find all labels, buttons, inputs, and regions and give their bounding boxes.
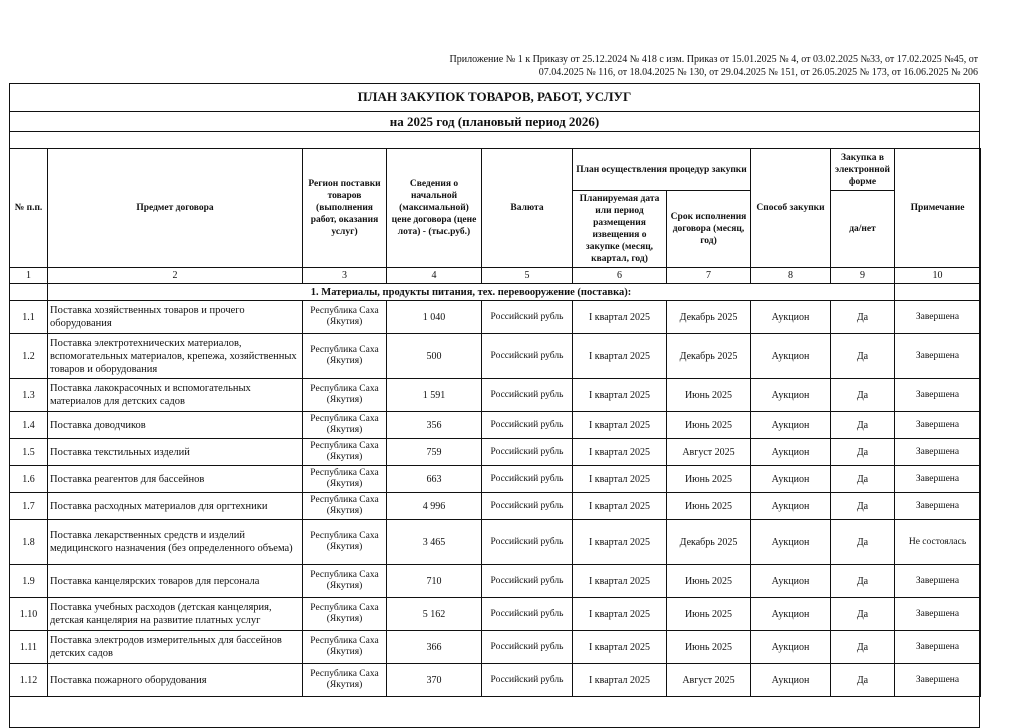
row-planned-date: I квартал 2025: [573, 466, 667, 493]
row-method: Аукцион: [751, 520, 831, 565]
appendix-line-2: 07.04.2025 № 116, от 18.04.2025 № 130, от 29.04.2025 № 151, от 26.05.2025 № 173, от 16.06.2025 № 206: [538, 67, 978, 78]
appendix-note: [338, 53, 978, 79]
column-number: 1: [10, 268, 48, 284]
table-row: [10, 466, 981, 493]
row-region: Республика Саха (Якутия): [303, 493, 387, 520]
header-spacer: [9, 132, 980, 149]
row-number: 1.1: [10, 301, 48, 334]
row-currency: Российский рубль: [482, 412, 573, 439]
row-term: Июнь 2025: [667, 466, 751, 493]
col-header-note: Примечание: [895, 149, 981, 268]
row-price: 370: [387, 664, 482, 697]
row-price: 759: [387, 439, 482, 466]
row-price: 5 162: [387, 598, 482, 631]
table-row: [10, 334, 981, 379]
row-note: Завершена: [895, 493, 981, 520]
col-header-num: № п.п.: [10, 149, 48, 268]
row-planned-date: I квартал 2025: [573, 631, 667, 664]
row-method: Аукцион: [751, 301, 831, 334]
column-number: 6: [573, 268, 667, 284]
row-currency: Российский рубль: [482, 631, 573, 664]
row-note: Завершена: [895, 631, 981, 664]
column-number: 2: [48, 268, 303, 284]
row-method: Аукцион: [751, 493, 831, 520]
row-number: 1.9: [10, 565, 48, 598]
row-electronic: Да: [831, 379, 895, 412]
row-currency: Российский рубль: [482, 334, 573, 379]
row-electronic: Да: [831, 412, 895, 439]
column-number-row: [10, 268, 981, 284]
page-title: ПЛАН ЗАКУПОК ТОВАРОВ, РАБОТ, УСЛУГ: [9, 83, 980, 112]
row-electronic: Да: [831, 598, 895, 631]
row-term: Июнь 2025: [667, 412, 751, 439]
row-note: Завершена: [895, 412, 981, 439]
page-subtitle: на 2025 год (плановый период 2026): [9, 112, 980, 132]
row-number: 1.10: [10, 598, 48, 631]
row-planned-date: I квартал 2025: [573, 565, 667, 598]
row-region: Республика Саха (Якутия): [303, 565, 387, 598]
table-row: [10, 565, 981, 598]
row-electronic: Да: [831, 664, 895, 697]
row-price: 1 591: [387, 379, 482, 412]
appendix-line-1: Приложение № 1 к Приказу от 25.12.2024 № 418 с изм. Приказ от 15.01.2025 № 4, от 03.02.2025 №33, от 17.02.2025 №45, от: [449, 54, 978, 65]
section-title: 1. Материалы, продукты питания, тех. перевооружение (поставка):: [48, 284, 895, 301]
row-currency: Российский рубль: [482, 466, 573, 493]
row-currency: Российский рубль: [482, 520, 573, 565]
col-header-electronic-sub: да/нет: [831, 191, 895, 268]
row-subject: Поставка электродов измерительных для бассейнов детских садов: [48, 631, 303, 664]
col-header-subject: Предмет договора: [48, 149, 303, 268]
row-subject: Поставка пожарного оборудования: [48, 664, 303, 697]
row-planned-date: I квартал 2025: [573, 334, 667, 379]
row-region: Республика Саха (Якутия): [303, 631, 387, 664]
row-planned-date: I квартал 2025: [573, 493, 667, 520]
col-header-method: Способ закупки: [751, 149, 831, 268]
row-currency: Российский рубль: [482, 565, 573, 598]
row-currency: Российский рубль: [482, 301, 573, 334]
table-row: [10, 664, 981, 697]
column-number: 9: [831, 268, 895, 284]
row-electronic: Да: [831, 466, 895, 493]
row-planned-date: I квартал 2025: [573, 412, 667, 439]
procurement-plan-table: [9, 148, 981, 697]
col-header-electronic-group: Закупка в электронной форме: [831, 149, 895, 191]
row-region: Республика Саха (Якутия): [303, 664, 387, 697]
row-subject: Поставка электротехнических материалов, вспомогательных материалов, крепежа, хозяйственных товаров и оборудования: [48, 334, 303, 379]
row-electronic: Да: [831, 439, 895, 466]
row-subject: Поставка текстильных изделий: [48, 439, 303, 466]
row-note: Завершена: [895, 466, 981, 493]
row-subject: Поставка канцелярских товаров для персонала: [48, 565, 303, 598]
row-currency: Российский рубль: [482, 598, 573, 631]
table-row: [10, 412, 981, 439]
row-planned-date: I квартал 2025: [573, 520, 667, 565]
row-subject: Поставка реагентов для бассейнов: [48, 466, 303, 493]
row-term: Июнь 2025: [667, 598, 751, 631]
row-currency: Российский рубль: [482, 493, 573, 520]
row-price: 4 996: [387, 493, 482, 520]
table-row: [10, 439, 981, 466]
table-row: [10, 520, 981, 565]
row-note: Завершена: [895, 334, 981, 379]
column-number: 3: [303, 268, 387, 284]
row-planned-date: I квартал 2025: [573, 379, 667, 412]
column-number: 5: [482, 268, 573, 284]
row-price: 500: [387, 334, 482, 379]
row-electronic: Да: [831, 493, 895, 520]
row-electronic: Да: [831, 334, 895, 379]
row-term: Июнь 2025: [667, 565, 751, 598]
row-price: 663: [387, 466, 482, 493]
column-number: 10: [895, 268, 981, 284]
row-electronic: Да: [831, 520, 895, 565]
row-term: Декабрь 2025: [667, 301, 751, 334]
row-method: Аукцион: [751, 565, 831, 598]
row-number: 1.4: [10, 412, 48, 439]
row-price: 366: [387, 631, 482, 664]
row-method: Аукцион: [751, 598, 831, 631]
row-region: Республика Саха (Якутия): [303, 412, 387, 439]
row-note: Завершена: [895, 664, 981, 697]
row-subject: Поставка расходных материалов для оргтехники: [48, 493, 303, 520]
row-currency: Российский рубль: [482, 664, 573, 697]
row-term: Июнь 2025: [667, 379, 751, 412]
col-header-price: Сведения о начальной (максимальной) цене договора (цене лота) - (тыс.руб.): [387, 149, 482, 268]
row-method: Аукцион: [751, 439, 831, 466]
row-note: Завершена: [895, 301, 981, 334]
row-planned-date: I квартал 2025: [573, 598, 667, 631]
col-header-planned-date: Планируемая дата или период размещения извещения о закупке (месяц, квартал, год): [573, 191, 667, 268]
row-method: Аукцион: [751, 631, 831, 664]
row-region: Республика Саха (Якутия): [303, 466, 387, 493]
row-number: 1.7: [10, 493, 48, 520]
row-planned-date: I квартал 2025: [573, 301, 667, 334]
row-number: 1.6: [10, 466, 48, 493]
row-note: Завершена: [895, 565, 981, 598]
row-electronic: Да: [831, 565, 895, 598]
row-number: 1.8: [10, 520, 48, 565]
col-header-plan-group: План осуществления процедур закупки: [573, 149, 751, 191]
row-term: Декабрь 2025: [667, 334, 751, 379]
row-number: 1.5: [10, 439, 48, 466]
row-electronic: Да: [831, 631, 895, 664]
row-currency: Российский рубль: [482, 439, 573, 466]
row-term: Август 2025: [667, 439, 751, 466]
row-planned-date: I квартал 2025: [573, 664, 667, 697]
row-note: Завершена: [895, 598, 981, 631]
row-region: Республика Саха (Якутия): [303, 439, 387, 466]
table-row: [10, 598, 981, 631]
row-subject: Поставка учебных расходов (детская канцелярия, детская канцелярия на развитие платных услуг: [48, 598, 303, 631]
table-row: [10, 631, 981, 664]
row-subject: Поставка лекарственных средств и изделий медицинского назначения (без определенного объема): [48, 520, 303, 565]
row-term: Июнь 2025: [667, 631, 751, 664]
row-price: 1 040: [387, 301, 482, 334]
row-planned-date: I квартал 2025: [573, 439, 667, 466]
row-number: 1.2: [10, 334, 48, 379]
col-header-term: Срок исполнения договора (месяц, год): [667, 191, 751, 268]
row-term: Август 2025: [667, 664, 751, 697]
row-number: 1.3: [10, 379, 48, 412]
row-region: Республика Саха (Якутия): [303, 301, 387, 334]
row-note: Завершена: [895, 379, 981, 412]
col-header-currency: Валюта: [482, 149, 573, 268]
column-number: 8: [751, 268, 831, 284]
row-price: 710: [387, 565, 482, 598]
row-number: 1.12: [10, 664, 48, 697]
table-row: [10, 493, 981, 520]
table-row: [10, 301, 981, 334]
row-method: Аукцион: [751, 466, 831, 493]
row-subject: Поставка доводчиков: [48, 412, 303, 439]
row-number: 1.11: [10, 631, 48, 664]
row-currency: Российский рубль: [482, 379, 573, 412]
table-row: [10, 379, 981, 412]
row-method: Аукцион: [751, 334, 831, 379]
row-region: Республика Саха (Якутия): [303, 334, 387, 379]
row-region: Республика Саха (Якутия): [303, 379, 387, 412]
column-number: 7: [667, 268, 751, 284]
row-method: Аукцион: [751, 379, 831, 412]
row-method: Аукцион: [751, 664, 831, 697]
row-subject: Поставка хозяйственных товаров и прочего оборудования: [48, 301, 303, 334]
row-subject: Поставка лакокрасочных и вспомогательных материалов для детских садов: [48, 379, 303, 412]
row-price: 356: [387, 412, 482, 439]
column-number: 4: [387, 268, 482, 284]
row-term: Декабрь 2025: [667, 520, 751, 565]
row-method: Аукцион: [751, 412, 831, 439]
row-note: Не состоялась: [895, 520, 981, 565]
row-electronic: Да: [831, 301, 895, 334]
row-note: Завершена: [895, 439, 981, 466]
row-region: Республика Саха (Якутия): [303, 598, 387, 631]
row-price: 3 465: [387, 520, 482, 565]
section-row: [10, 284, 981, 301]
row-term: Июнь 2025: [667, 493, 751, 520]
row-region: Республика Саха (Якутия): [303, 520, 387, 565]
col-header-region: Регион поставки товаров (выполнения работ, оказания услуг): [303, 149, 387, 268]
